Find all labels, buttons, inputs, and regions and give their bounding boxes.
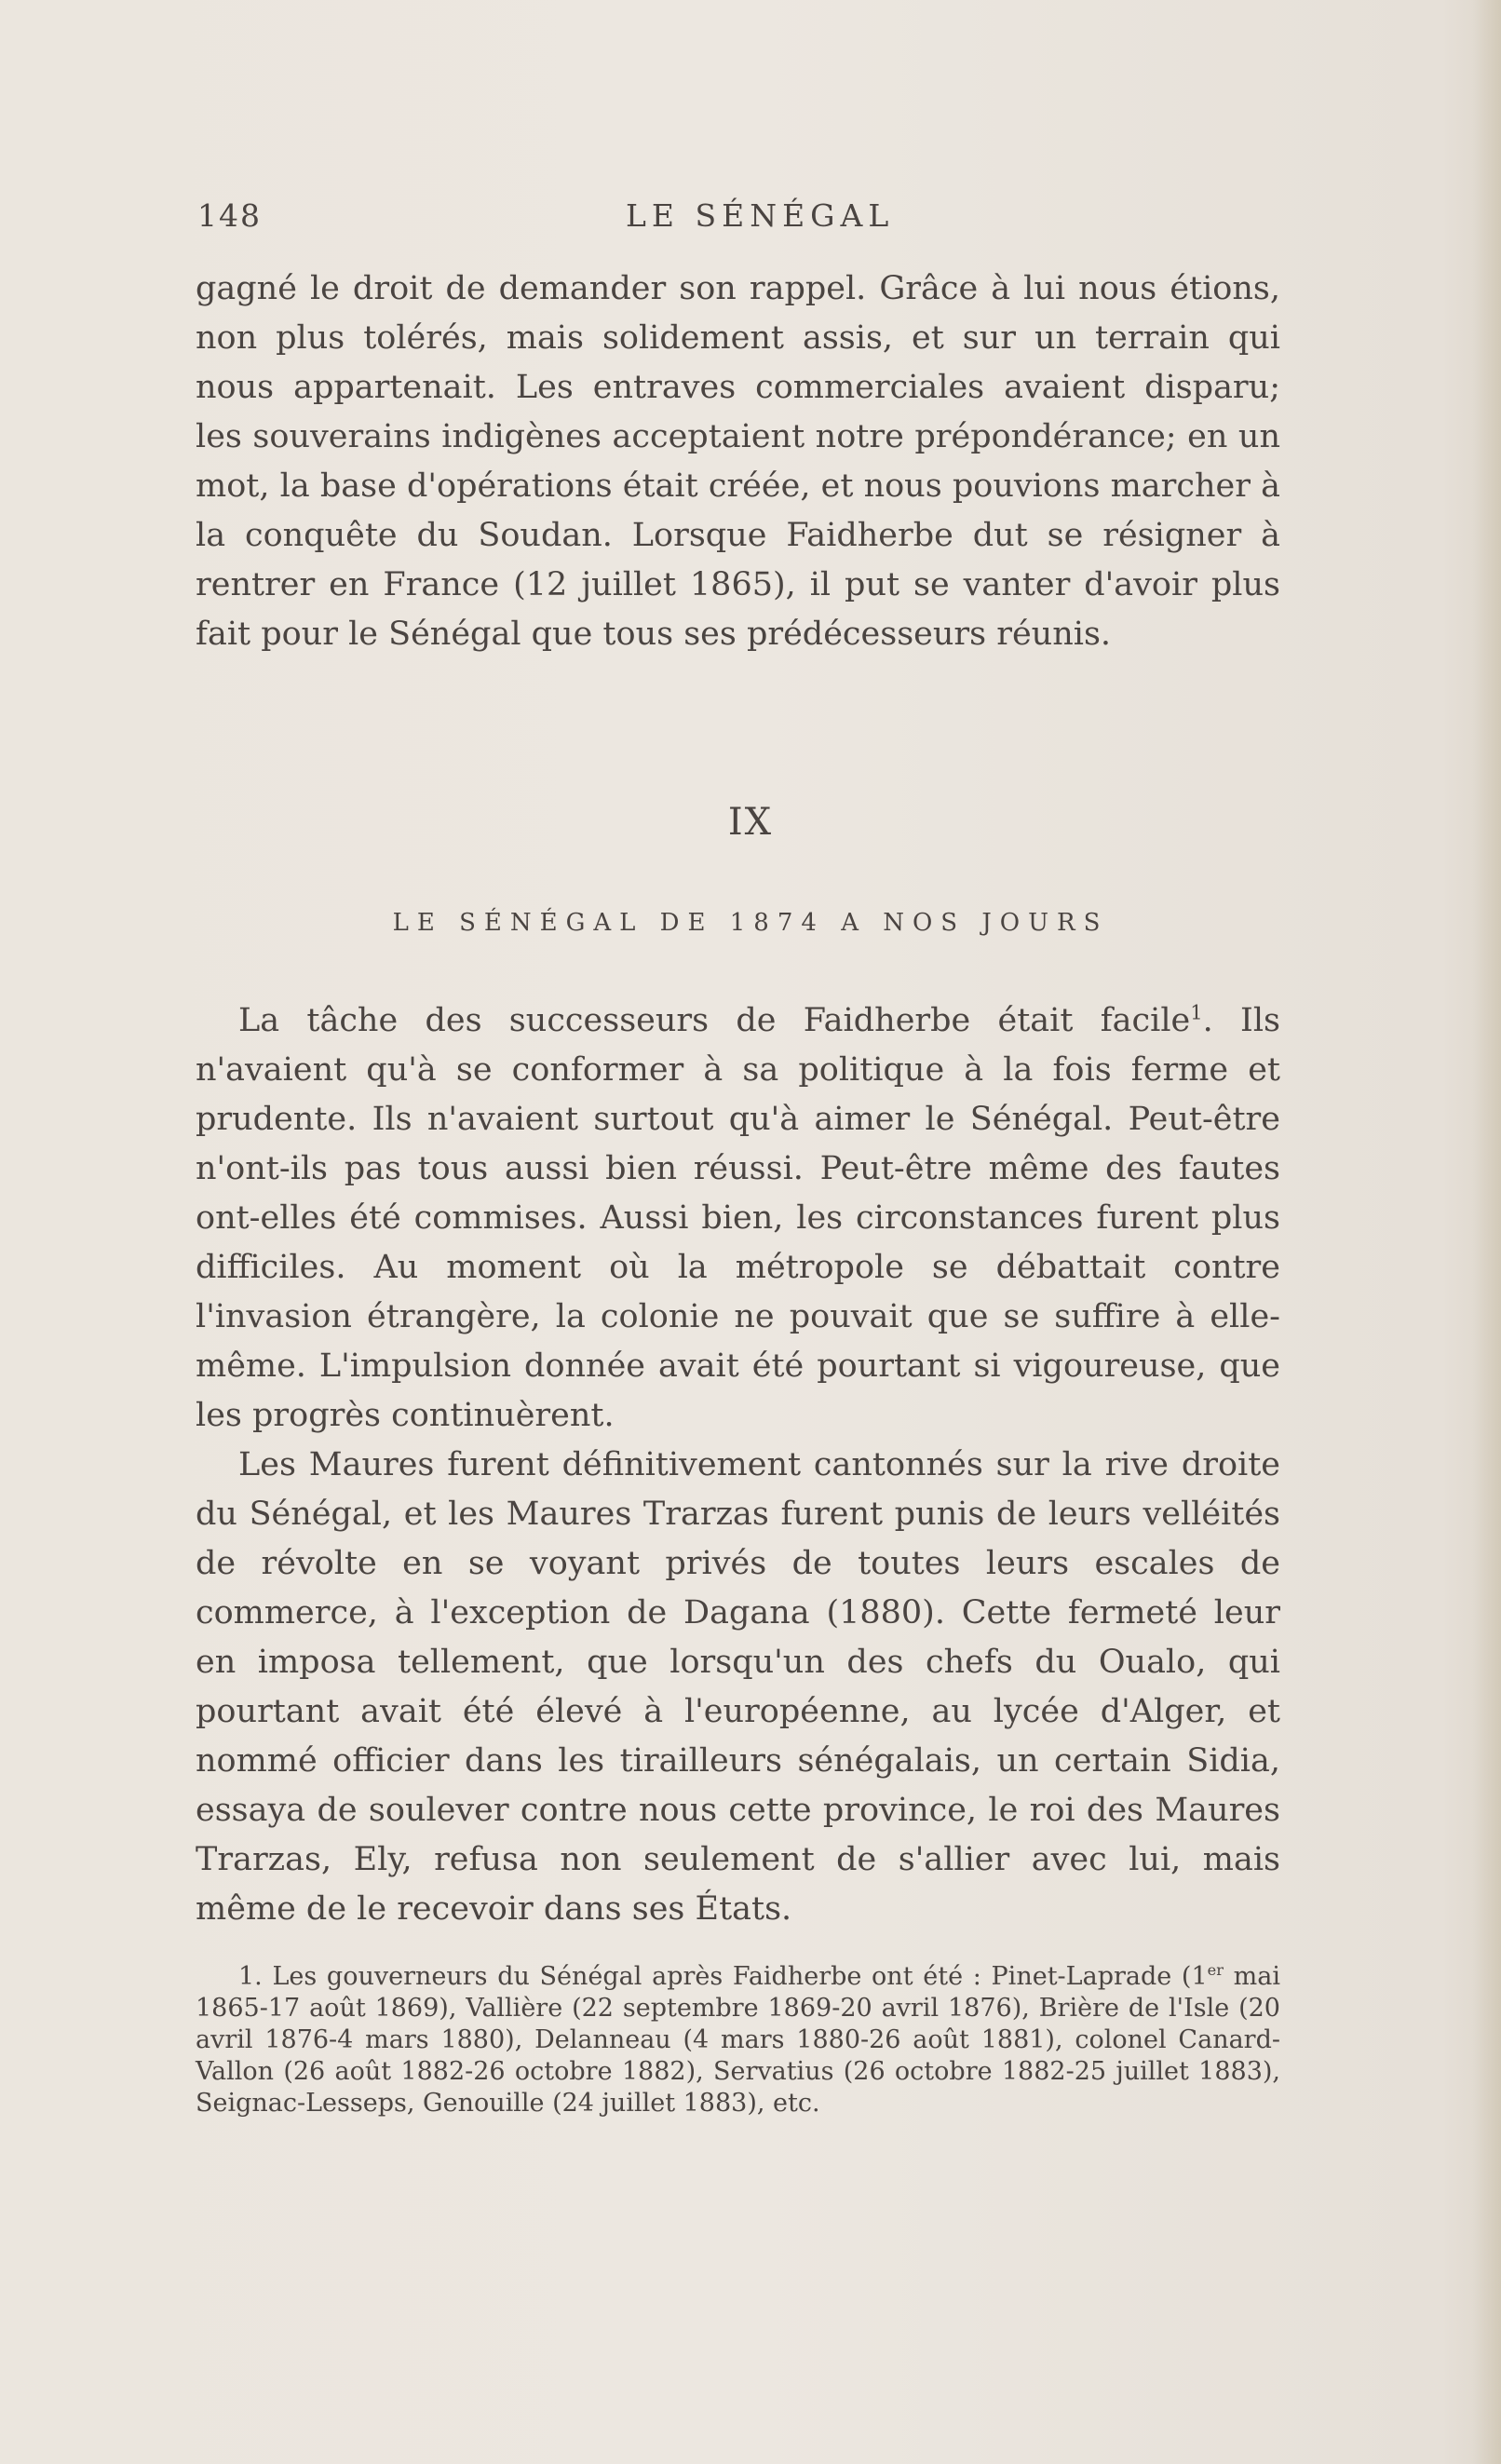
footnote [196, 1961, 1280, 2119]
footnote-superscript: er [1207, 1961, 1224, 1979]
paragraph-text: La tâche des successeurs de Faidherbe était facile [238, 1002, 1191, 1039]
continuation-paragraph-block [196, 264, 1280, 659]
chapter-number: IX [727, 801, 774, 844]
continuation-paragraph: gagné le droit de demander son rappel. Grâce à lui nous étions, non plus tolérés, mais solidement assis, et sur un terrain qui nous appartenait. Les entraves commerciales avaient disparu; les souverains indigènes acceptaient notre prépondérance; en un mot, la base d'opérations était créée, et nous pouvions marcher à la conquête du Soudan. Lorsque Faidherbe dut se résigner à rentrer en France (12 juillet 1865), il put se vanter d'avoir plus fait pour le Sénégal que tous ses prédécesseurs réunis. [196, 270, 1280, 653]
footnote-text: Les gouverneurs du Sénégal après Faidherbe ont été : Pinet-Laprade (1 [272, 1962, 1208, 1991]
chapter-body [196, 996, 1280, 1934]
running-head [197, 197, 1279, 235]
chapter-title: LE SÉNÉGAL DE 1874 A NOS JOURS [392, 909, 1109, 937]
footnote-marker: 1. [238, 1962, 263, 1991]
paragraph: Les Maures furent définitivement cantonnés sur la rive droite du Sénégal, et les Maures Trarzas furent punis de leurs velléités de révolte en se voyant privés de toutes leurs escales de commerce, à l'exception de Dagana (1880). Cette fermeté leur en imposa tellement, que lorsqu'un des chefs du Oualo, qui pourtant avait été élevé à l'européenne, au lycée d'Alger, et nommé officier dans les tirailleurs sénégalais, un certain Sidia, essaya de soulever contre nous cette province, le roi des Maures Trarzas, Ely, refusa non seulement de s'allier avec lui, mais même de le recevoir dans ses États. [196, 1446, 1280, 1928]
paragraph [196, 996, 1280, 1441]
footnote-text: mai 1865-17 août 1869), Vallière (22 septembre 1869-20 avril 1876), Brière de l'Isle (20 avril 1876-4 mars 1880), Delanneau (4 mars 1880-26 août 1881), colonel Canard-Vallon (26 août 1882-26 octobre 1882), Servatius (26 octobre 1882-25 juillet 1883), Seignac-Lesseps, Genouille (24 juillet 1883), etc. [196, 1962, 1280, 2118]
footnotes [196, 1961, 1280, 2119]
paragraph-text: . Ils n'avaient qu'à se conformer à sa politique à la fois ferme et prudente. Ils n'avaient surtout qu'à aimer le Sénégal. Peut-être n'ont-ils pas tous aussi bien réussi. Peut-être même des fautes ont-elles été commises. Aussi bien, les circonstances furent plus difficiles. Au moment où la métropole se débattait contre l'invasion étrangère, la colonie ne pouvait que se suffire à elle-même. L'impulsion donnée avait été pourtant si vigoureuse, que les progrès continuèrent. [196, 1002, 1280, 1434]
running-title: LE SÉNÉGAL [626, 197, 895, 234]
footnote-reference: 1 [1190, 1001, 1203, 1024]
page-number: 148 [197, 197, 262, 234]
